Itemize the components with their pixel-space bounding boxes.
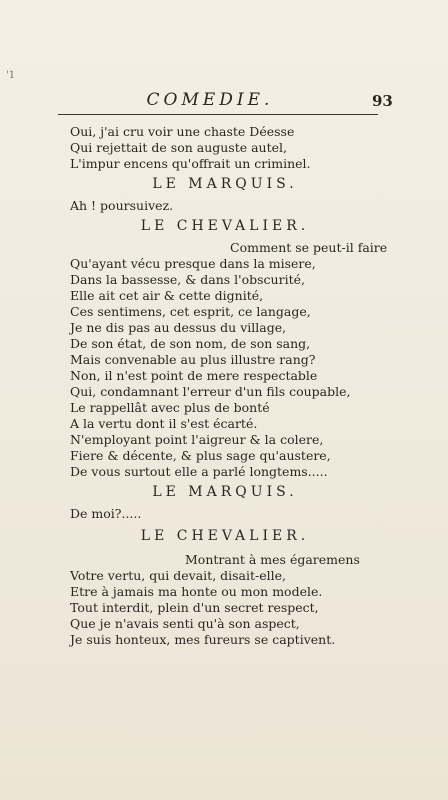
verse-line: Que je n'avais senti qu'à son aspect, — [70, 616, 300, 631]
verse-line: Comment se peut-il faire — [230, 240, 388, 255]
verse-line: Non, il n'est point de mere respectable — [70, 368, 318, 383]
verse-line: Le rappellât avec plus de bonté — [70, 400, 270, 415]
verse-line: Qui, condamnant l'erreur d'un fils coupable, — [70, 384, 351, 399]
verse-line: Oui, j'ai cru voir une chaste Déesse — [70, 124, 295, 139]
speaker-heading: LE MARQUIS. — [152, 484, 298, 500]
running-head: COMEDIE. — [146, 90, 274, 110]
verse-line: De son état, de son nom, de son sang, — [70, 336, 311, 351]
verse-line: Votre vertu, qui devait, disait-elle, — [70, 568, 287, 583]
speaker-heading: LE CHEVALIER. — [140, 218, 310, 234]
verse-line: Dans la bassesse, & dans l'obscurité, — [70, 272, 305, 287]
verse-line: Qu'ayant vécu presque dans la misere, — [70, 256, 316, 271]
verse-line: Je ne dis pas au dessus du village, — [70, 320, 287, 335]
verse-line: De vous surtout elle a parlé longtems..... — [70, 464, 328, 479]
verse-line: Mais convenable au plus illustre rang? — [70, 352, 316, 367]
page-number: 93 — [372, 92, 393, 110]
verse-line: Je suis honteux, mes fureurs se captivent. — [70, 632, 336, 647]
verse-line: N'employant point l'aigreur & la colere, — [70, 432, 324, 447]
verse-line: Tout interdit, plein d'un secret respect, — [70, 600, 319, 615]
margin-mark: '1 — [6, 70, 16, 81]
verse-line: Montrant à mes égaremens — [185, 552, 360, 567]
verse-line: Elle ait cet air & cette dignité, — [70, 288, 264, 303]
speaker-heading: LE MARQUIS. — [152, 176, 298, 192]
header-rule — [58, 114, 378, 115]
verse-line: Qui rejettait de son auguste autel, — [70, 140, 288, 155]
verse-line: Etre à jamais ma honte ou mon modele. — [70, 584, 323, 599]
verse-line: A la vertu dont il s'est écarté. — [70, 416, 258, 431]
verse-line: L'impur encens qu'offrait un criminel. — [70, 156, 311, 171]
verse-line: Fiere & décente, & plus sage qu'austere, — [70, 448, 331, 463]
verse-line: De moi?..... — [70, 506, 142, 521]
speaker-heading: LE CHEVALIER. — [140, 528, 310, 544]
verse-line: Ah ! poursuivez. — [70, 198, 174, 213]
verse-line: Ces sentimens, cet esprit, ce langage, — [70, 304, 311, 319]
